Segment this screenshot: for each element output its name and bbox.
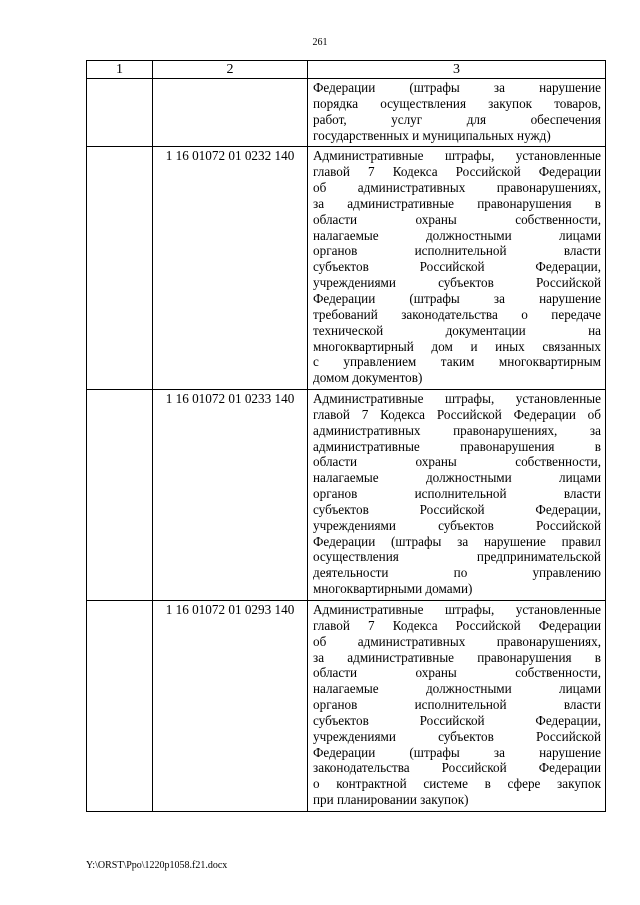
description-line: органов исполнительной власти (313, 243, 601, 259)
column-header-2: 2 (153, 61, 308, 79)
description-line: учреждениями субъектов Российской (313, 517, 601, 533)
description-line: административные правонарушения в (313, 438, 601, 454)
description-line: домом документов) (313, 370, 423, 386)
description-line: органов исполнительной власти (313, 486, 601, 502)
row-cell-description (308, 147, 606, 390)
description-line: главой 7 Кодекса Российской Федерации об (313, 406, 601, 422)
description-line: работ, услуг для обеспечения (313, 111, 601, 127)
description-line: деятельности по управлению (313, 565, 601, 581)
description-line: осуществления предпринимательской (313, 549, 601, 565)
description-line: главой 7 Кодекса Российской Федерации (313, 617, 601, 633)
table-row (87, 601, 606, 812)
document-table (86, 60, 606, 812)
row-cell-code (153, 79, 308, 147)
table-header-row (87, 61, 606, 79)
description-line: порядка осуществления закупок товаров, (313, 95, 601, 111)
description-line: технической документации на (313, 322, 601, 338)
row-cell-description (308, 601, 606, 812)
description-line: многоквартирный дом и иных связанных (313, 338, 601, 354)
row-cell-code: 1 16 01072 01 0232 140 (153, 147, 308, 390)
row-cell-code: 1 16 01072 01 0233 140 (153, 390, 308, 601)
row-cell-description (308, 390, 606, 601)
row-cell-description (308, 79, 606, 147)
row-cell-code: 1 16 01072 01 0293 140 (153, 601, 308, 812)
description-line: за административные правонарушения в (313, 195, 601, 211)
description-line: требований законодательства о передаче (313, 306, 601, 322)
table-row (87, 79, 606, 147)
description-line: налагаемые должностными лицами (313, 681, 601, 697)
description-line: государственных и муниципальных нужд) (313, 127, 551, 143)
description-line: области охраны собственности, (313, 665, 601, 681)
footer-file-path: Y:\ORST\Ppo\1220p1058.f21.docx (86, 860, 228, 871)
row-cell-number (87, 147, 153, 390)
description-line: главой 7 Кодекса Российской Федерации (313, 164, 601, 180)
description-line: налагаемые должностными лицами (313, 227, 601, 243)
description-line: Административные штрафы, установленные (313, 602, 601, 617)
description-line: органов исполнительной власти (313, 697, 601, 713)
table-row (87, 390, 606, 601)
description-line: с управлением таким многоквартирным (313, 354, 601, 370)
column-header-3: 3 (308, 61, 606, 79)
column-header-1: 1 (87, 61, 153, 79)
description-line: Федерации (штрафы за нарушение (313, 744, 601, 760)
description-line: при планировании закупок) (313, 792, 469, 808)
description-line: налагаемые должностными лицами (313, 470, 601, 486)
description-line: Административные штрафы, установленные (313, 148, 601, 164)
description-line: области охраны собственности, (313, 211, 601, 227)
row-cell-number (87, 79, 153, 147)
description-line: субъектов Российской Федерации, (313, 712, 601, 728)
table-row (87, 147, 606, 390)
description-line: субъектов Российской Федерации, (313, 259, 601, 275)
description-line: многоквартирными домами) (313, 581, 473, 597)
page-number: 261 (312, 37, 328, 48)
description-line: учреждениями субъектов Российской (313, 275, 601, 291)
description-line: Административные штрафы, установленные (313, 391, 601, 407)
row-cell-number (87, 601, 153, 812)
description-line: Федерации (штрафы за нарушение правил (313, 533, 601, 549)
description-line: Федерации (штрафы за нарушение (313, 80, 601, 95)
description-line: о контрактной системе в сфере закупок (313, 776, 601, 792)
description-line: об административных правонарушениях, (313, 633, 601, 649)
description-line: субъектов Российской Федерации, (313, 501, 601, 517)
description-line: Федерации (штрафы за нарушение (313, 290, 601, 306)
description-line: области охраны собственности, (313, 454, 601, 470)
description-line: учреждениями субъектов Российской (313, 728, 601, 744)
description-line: административных правонарушениях, за (313, 422, 601, 438)
description-line: об административных правонарушениях, (313, 180, 601, 196)
description-line: законодательства Российской Федерации (313, 760, 601, 776)
row-cell-number (87, 390, 153, 601)
description-line: за административные правонарушения в (313, 649, 601, 665)
